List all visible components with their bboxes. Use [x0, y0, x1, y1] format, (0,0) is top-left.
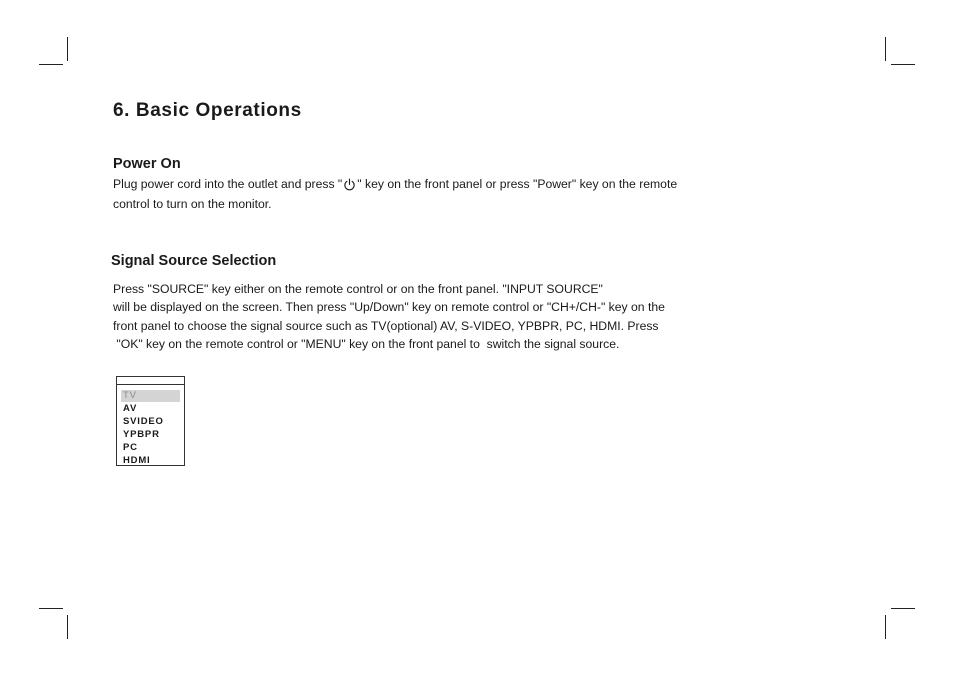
menu-item-ypbpr: YPBPR — [123, 429, 160, 440]
crop-mark-bottom-right-vertical — [885, 615, 886, 639]
crop-mark-top-right-vertical — [885, 37, 886, 61]
power-on-line-2: control to turn on the monitor. — [113, 197, 272, 211]
power-on-heading: Power On — [113, 156, 181, 172]
power-on-line-1 — [113, 176, 677, 192]
signal-source-line-3: front panel to choose the signal source such as TV(optional) AV, S-VIDEO, YPBPR, PC, HDMI. Press — [113, 319, 659, 333]
menu-item-tv: TV — [121, 390, 180, 402]
page-title: 6. Basic Operations — [113, 100, 302, 121]
input-source-menu — [116, 376, 185, 466]
power-icon — [343, 178, 356, 191]
crop-mark-top-left-horizontal — [39, 64, 63, 65]
menu-item-av: AV — [123, 403, 138, 414]
crop-mark-bottom-left-horizontal — [39, 608, 63, 609]
power-on-text-after-icon: " key on the front panel or press "Power" key on the remote — [357, 177, 678, 191]
menu-item-svideo: SVIDEO — [123, 416, 164, 427]
menu-title-bar-divider — [117, 384, 184, 385]
power-on-text-before-icon: Plug power cord into the outlet and press " — [113, 177, 343, 191]
menu-item-pc: PC — [123, 442, 138, 453]
crop-mark-bottom-left-vertical — [67, 615, 68, 639]
signal-source-line-4: "OK" key on the remote control or "MENU" key on the front panel to switch the signal source. — [113, 337, 620, 351]
signal-source-line-1: Press "SOURCE" key either on the remote control or on the front panel. "INPUT SOURCE" — [113, 282, 603, 296]
signal-source-heading: Signal Source Selection — [111, 253, 277, 269]
menu-item-hdmi: HDMI — [123, 455, 151, 466]
crop-mark-bottom-right-horizontal — [891, 608, 915, 609]
crop-mark-top-left-vertical — [67, 37, 68, 61]
crop-mark-top-right-horizontal — [891, 64, 915, 65]
signal-source-line-2: will be displayed on the screen. Then press "Up/Down" key on remote control or "CH+/CH-" key on the — [113, 300, 665, 314]
